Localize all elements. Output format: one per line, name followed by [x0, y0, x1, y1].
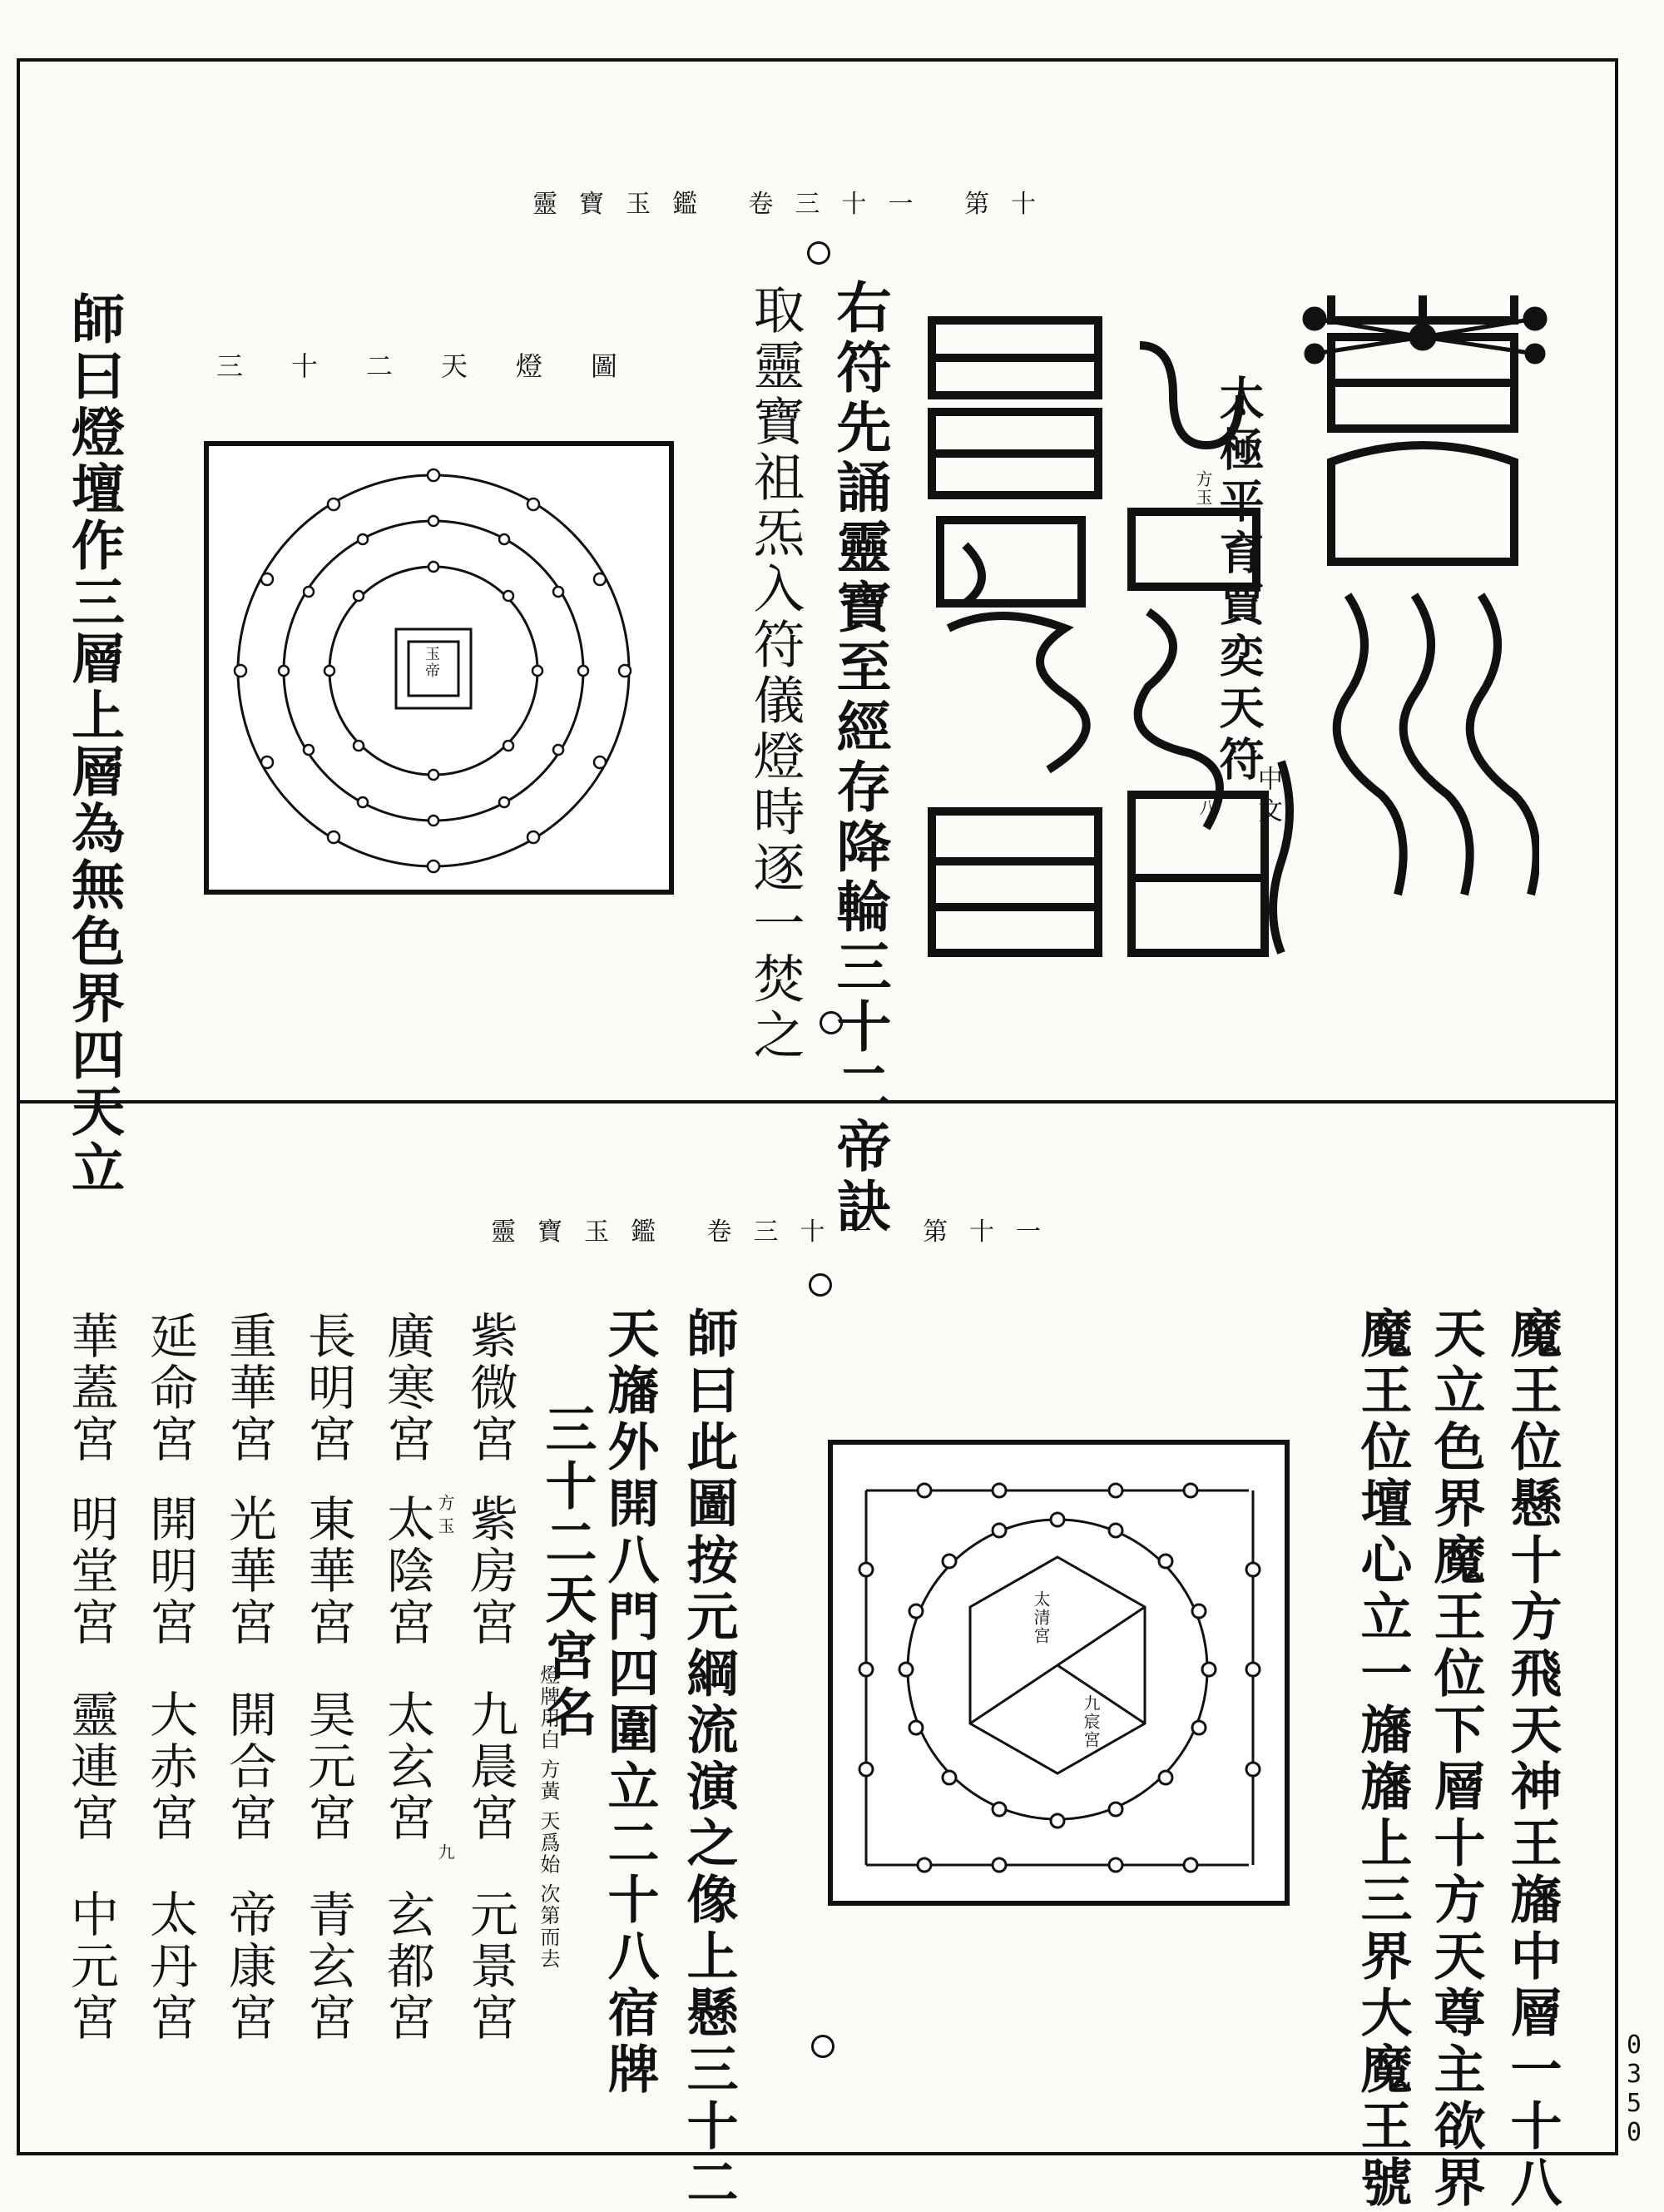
palace-name: 玄都宮 [379, 1889, 435, 2044]
palace-name: 太陰宮 [379, 1494, 435, 1649]
circle-mark-icon [811, 2035, 834, 2058]
circle-mark-icon [809, 1273, 832, 1297]
diagram-label-1: 太清宮 [1031, 1590, 1051, 1645]
top-text-col-3: 師曰燈壇作三層上層為無色界四天立 [62, 291, 125, 1197]
palace-name: 大赤宮 [141, 1689, 198, 1844]
hexagon-rings-icon [833, 1445, 1285, 1901]
diagram-center-label: 玉帝 [423, 646, 440, 679]
bottom-text-right-2: 天立色界魔王位下層十方天尊主欲界 [1425, 1307, 1486, 2212]
palace-name: 開明宮 [141, 1494, 198, 1649]
palace-name: 紫微宮 [462, 1311, 518, 1466]
talisman-title: 太極平育賈奕天符 [1212, 374, 1265, 787]
bottom-text-left-3-note: 燈牌用白 方黃 天爲始 次第而去 [537, 1664, 560, 1970]
top-page-header: 靈寶玉鑑 卷三十一 第十 [532, 190, 1058, 219]
palace-name: 紫房宮 [462, 1494, 518, 1649]
palace-name: 昊元宮 [300, 1689, 356, 1844]
palace-name: 東華宮 [300, 1494, 356, 1649]
dots-lines-icon [1298, 295, 1548, 370]
margin-page-number: 0350 [1619, 2031, 1649, 2147]
top-diagram-title: 三十二天燈圖 [216, 350, 666, 382]
palace-name: 明堂宮 [62, 1494, 119, 1649]
palace-name: 太丹宮 [141, 1889, 198, 2044]
top-text-col-2: 取靈寶祖炁入符儀燈時逐一焚之 [745, 283, 805, 1064]
palace-name: 九晨宮 [462, 1689, 518, 1844]
talisman-note-num: 八 [1196, 799, 1216, 817]
palace-note-2: 九 [435, 1843, 455, 1867]
palace-note-1: 方玉 [435, 1494, 455, 1540]
bottom-text-left-3: 三十二天宮名 [537, 1402, 597, 1742]
palace-name: 靈連宮 [62, 1689, 119, 1844]
palace-name: 廣寒宮 [379, 1311, 435, 1466]
bottom-text-right-3: 魔王位壇心立一旛旛上三界大魔王號 [1352, 1307, 1413, 2212]
palace-name: 太玄宮 [379, 1689, 435, 1844]
diagram-label-2: 九宸宮 [1081, 1694, 1101, 1749]
palace-name: 中元宮 [62, 1889, 119, 2044]
bottom-banner-diagram [828, 1440, 1290, 1906]
circle-mark-icon [807, 241, 830, 265]
bottom-text-right-1: 魔王位懸十方飛天神王旛中層一十八 [1502, 1307, 1562, 2212]
page-divider [17, 1100, 1618, 1104]
palace-name: 光華宮 [220, 1494, 277, 1649]
palace-name: 開合宮 [220, 1689, 277, 1844]
talisman-dots-decoration [1298, 295, 1548, 370]
top-text-col-1: 右符先誦靈寶至經存降輪三十二帝訣 [827, 279, 892, 1237]
palace-name: 華蓋宮 [62, 1311, 119, 1466]
palace-name: 青玄宮 [300, 1889, 356, 2044]
talisman-note-mid: 中文 [1253, 766, 1282, 829]
talisman-note-side: 方玉 [1193, 470, 1213, 507]
palace-name: 長明宮 [300, 1311, 356, 1466]
bottom-page-header: 靈寶玉鑑 卷三十一 第十一 [491, 1218, 1063, 1247]
palace-name: 延命宮 [141, 1311, 198, 1466]
palace-name: 重華宮 [220, 1311, 277, 1466]
bottom-text-left-2: 天旛外開八門四圍立二十八宿牌 [599, 1307, 660, 2099]
top-lamp-diagram [204, 441, 674, 895]
palace-name: 帝康宮 [220, 1889, 277, 2044]
palace-name: 元景宮 [462, 1889, 518, 2044]
bottom-text-left-1: 師曰此圖按元綱流演之像上懸三十二 [678, 1307, 739, 2212]
